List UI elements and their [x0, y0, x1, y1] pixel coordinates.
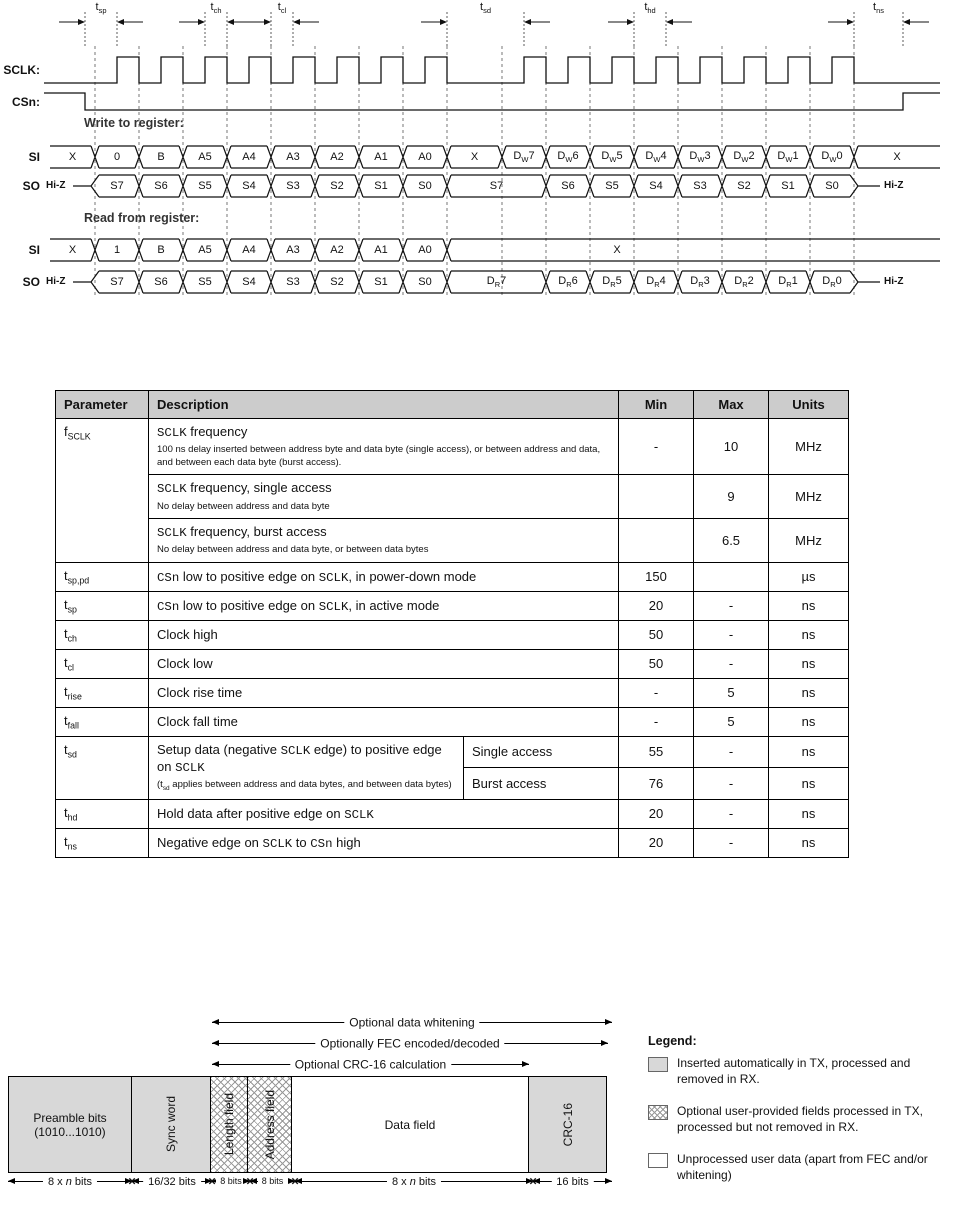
size-arrow-label: 8 x n bits: [387, 1176, 441, 1188]
table-cell: 20: [619, 591, 694, 620]
table-cell: 20: [619, 828, 694, 857]
table-cell: CSn low to positive edge on SCLK, in power-down mode: [149, 562, 619, 591]
legend-text: Optional user-provided fields processed in TX, processed but not removed in RX.: [677, 1104, 923, 1134]
bus-bit-label: S7: [110, 180, 124, 192]
size-arrow: [250, 1176, 295, 1187]
param-cell: $t_{cl}$: [56, 649, 149, 678]
span-arrow-label: Optional data whitening: [344, 1016, 479, 1030]
legend-item: [648, 1056, 955, 1087]
bus-bit-label: S7: [110, 276, 124, 288]
bus-bit-label: A5: [198, 151, 212, 163]
bus-bit-label: $D_W4$: [645, 149, 667, 165]
packet-format-diagram: [8, 1008, 955, 1218]
bus-bit-label: S0: [825, 180, 839, 192]
packet-field: [8, 1076, 132, 1173]
table-cell: 9: [694, 475, 769, 519]
table-row: [56, 518, 849, 562]
timing-annotation-label: $t_{cl}$: [277, 1, 287, 16]
table-cell: Setup data (negative SCLK edge) to positive edge on SCLK ($t_{sd}$ applies between address and data bytes, and between data bytes): [149, 736, 464, 799]
timing-annotation-label: $t_{ns}$: [873, 1, 884, 16]
hiz-label: Hi-Z: [884, 276, 904, 287]
span-arrow: [212, 1036, 608, 1051]
table-cell: SCLK frequency 100 ns delay inserted between address byte and data byte (single access), or between address and data, and between each data byte (burst access).: [149, 419, 619, 475]
table-cell: Burst access: [464, 768, 619, 800]
bus-bit-label: S7: [489, 180, 504, 192]
bus-bit-label: S0: [418, 276, 432, 288]
write-to-register-heading: Write to register:: [84, 116, 184, 130]
packet-field-label: Preamble bits (1010...1010): [33, 1110, 107, 1139]
size-arrow: [212, 1176, 250, 1187]
boundary-mark: ×: [128, 1173, 136, 1189]
packet-legend: [648, 1034, 955, 1201]
bus-bit-label: $D_W0$: [821, 149, 843, 165]
boundary-mark: ×: [208, 1173, 216, 1189]
packet-legend-items: [648, 1056, 955, 1184]
param-cell: $t_{rise}$: [56, 678, 149, 707]
span-arrow: [212, 1015, 612, 1030]
hiz-label: Hi-Z: [46, 276, 66, 287]
bus-bit-label: X: [613, 244, 621, 256]
table-cell: MHz: [769, 419, 849, 475]
packet-fields: [8, 1076, 613, 1173]
table-row: [56, 707, 849, 736]
hiz-label: Hi-Z: [884, 180, 904, 191]
timing-annotation-label: $t_{hd}$: [644, 1, 656, 16]
bus-bit-label: S5: [198, 180, 212, 192]
table-cell: -: [694, 649, 769, 678]
table-cell: ns: [769, 707, 849, 736]
packet-field: [291, 1076, 529, 1173]
table-cell: ns: [769, 620, 849, 649]
table-row: [56, 562, 849, 591]
table-row: [56, 828, 849, 857]
col-min: Min: [619, 391, 694, 419]
packet-field-label: CRC-16: [560, 1102, 575, 1147]
packet-top-arrows: [8, 1008, 612, 1076]
bus-bit-label: S3: [286, 180, 300, 192]
table-cell: 5: [694, 678, 769, 707]
legend-swatch-gray: [648, 1057, 668, 1072]
table-cell: µs: [769, 562, 849, 591]
size-arrow: [533, 1175, 612, 1188]
size-arrow: [295, 1175, 533, 1188]
table-cell: Clock fall time: [149, 707, 619, 736]
table-cell: SCLK frequency, single access No delay between address and data byte: [149, 475, 619, 519]
bus-bit-label: $D_R6$: [558, 274, 578, 290]
bus-bit-label: S4: [242, 276, 256, 288]
bus-bit-label: $D_W6$: [557, 149, 579, 165]
bus-bit-label: $D_R7$: [486, 274, 507, 290]
table-row: [56, 678, 849, 707]
bus-bit-label: B: [157, 151, 165, 163]
size-arrow-label: 16/32 bits: [143, 1176, 201, 1188]
legend-title: Legend:: [648, 1034, 697, 1048]
table-cell: Hold data after positive edge on SCLK: [149, 799, 619, 828]
table-cell: 10: [694, 419, 769, 475]
timing-annotation-label: $t_{sp}$: [95, 1, 107, 16]
size-arrow: [132, 1175, 212, 1188]
bus-bit-label: $D_R0$: [822, 274, 842, 290]
bus-bit-label: A1: [374, 151, 388, 163]
packet-field: [131, 1076, 211, 1173]
bus-bit-label: $D_R2$: [734, 274, 754, 290]
timing-annotation-label: $t_{ch}$: [210, 1, 222, 16]
param-cell: $t_{ns}$: [56, 828, 149, 857]
size-arrow-label: 16 bits: [551, 1176, 593, 1188]
table-body: [56, 419, 849, 858]
packet-field-label: Sync word: [164, 1096, 178, 1153]
signal-label-so-write: SO: [22, 179, 40, 193]
table-cell: Clock rise time: [149, 678, 619, 707]
table-header-row: [56, 391, 849, 419]
legend-swatch-hatch: [648, 1105, 668, 1120]
boundary-mark: ×: [291, 1173, 299, 1189]
timing-annotation-label: $t_{sd}$: [480, 1, 491, 16]
table-cell: ns: [769, 649, 849, 678]
timing-text-layer: [0, 0, 963, 315]
table-cell: -: [694, 828, 769, 857]
table-cell: Clock high: [149, 620, 619, 649]
param-cell: $t_{sp}$: [56, 591, 149, 620]
legend-text: Unprocessed user data (apart from FEC and/or whitening): [677, 1152, 928, 1182]
table-cell: ns: [769, 736, 849, 768]
packet-field: [247, 1076, 292, 1173]
table-cell: -: [694, 736, 769, 768]
bus-bit-label: S1: [781, 180, 795, 192]
size-arrow-label: 8 x n bits: [43, 1176, 97, 1188]
bus-bit-label: S3: [693, 180, 707, 192]
boundary-mark: ×: [529, 1173, 537, 1189]
bus-bit-label: S4: [242, 180, 256, 192]
table-cell: [619, 518, 694, 562]
table-cell: 150: [619, 562, 694, 591]
signal-label-sclk: SCLK:: [3, 63, 40, 77]
spi-timing-table: [55, 390, 849, 858]
table-cell: MHz: [769, 518, 849, 562]
bus-bit-label: A0: [418, 151, 432, 163]
table-cell: 5: [694, 707, 769, 736]
bus-bit-label: S1: [374, 276, 388, 288]
param-cell: $t_{fall}$: [56, 707, 149, 736]
table-cell: Negative edge on SCLK to CSn high: [149, 828, 619, 857]
table-row: [56, 649, 849, 678]
table-cell: CSn low to positive edge on SCLK, in active mode: [149, 591, 619, 620]
bus-bit-label: S5: [605, 180, 619, 192]
table-cell-note: 100 ns delay inserted between address byte and data byte (single access), or between address and data, and between each data byte (burst access).: [157, 444, 601, 468]
bus-bit-label: X: [470, 151, 479, 163]
table-cell: -: [619, 678, 694, 707]
table-cell: 76: [619, 768, 694, 800]
col-description: Description: [149, 391, 619, 419]
bus-bit-label: S5: [198, 276, 212, 288]
bus-bit-label: $D_W5$: [601, 149, 623, 165]
bus-bit-label: A2: [330, 244, 344, 256]
col-units: Units: [769, 391, 849, 419]
table-cell: Clock low: [149, 649, 619, 678]
signal-label-si-read: SI: [28, 243, 40, 257]
bus-bit-label: A0: [418, 244, 432, 256]
table-row: [56, 799, 849, 828]
table-cell: [619, 475, 694, 519]
table-cell-note: No delay between address and data byte, or between data bytes: [157, 544, 429, 556]
bus-bit-label: X: [68, 151, 77, 163]
packet-field: [210, 1076, 248, 1173]
bus-bit-label: 1: [113, 244, 121, 256]
table-cell: -: [694, 591, 769, 620]
table-cell-note: ($t_{sd}$ applies between address and data bytes, and between data bytes): [157, 779, 452, 793]
bus-bit-label: A3: [286, 244, 300, 256]
bus-bit-label: $D_W1$: [777, 149, 799, 165]
bus-bit-label: $D_W7$: [513, 149, 535, 165]
read-from-register-heading: Read from register:: [84, 211, 200, 225]
bus-bit-label: $D_W3$: [689, 149, 711, 165]
bus-bit-label: S6: [561, 180, 575, 192]
legend-item: [648, 1104, 955, 1135]
table-cell: SCLK frequency, burst access No delay between address and data byte, or between data bytes: [149, 518, 619, 562]
size-arrow-label: 8 bits: [216, 1177, 246, 1186]
bus-bit-label: S4: [649, 180, 663, 192]
legend-swatch-white: [648, 1153, 668, 1168]
table-row: [56, 736, 849, 768]
bus-bit-label: S2: [737, 180, 751, 192]
table-row: [56, 591, 849, 620]
table-cell: -: [619, 419, 694, 475]
bus-bit-label: $D_R3$: [690, 274, 710, 290]
table-cell: 20: [619, 799, 694, 828]
table-cell: 50: [619, 620, 694, 649]
span-arrow-label: Optional CRC-16 calculation: [290, 1058, 451, 1072]
bus-bit-label: S6: [154, 276, 168, 288]
bus-bit-label: A4: [242, 151, 256, 163]
bus-bit-label: A1: [374, 244, 388, 256]
bus-bit-label: S3: [286, 276, 300, 288]
param-cell: $f_{SCLK}$: [56, 419, 149, 563]
size-arrow-label: 8 bits: [258, 1177, 288, 1186]
table-cell: -: [619, 707, 694, 736]
packet-field-label: Address field: [262, 1089, 277, 1160]
bus-bit-label: $D_R4$: [646, 274, 666, 290]
bus-bit-label: X: [68, 244, 77, 256]
param-cell: $t_{sd}$: [56, 736, 149, 799]
table-cell: ns: [769, 678, 849, 707]
bus-bit-label: S0: [418, 180, 432, 192]
bus-bit-label: A3: [286, 151, 300, 163]
signal-label-so-read: SO: [22, 275, 40, 289]
packet-field: [528, 1076, 607, 1173]
table-cell: 50: [619, 649, 694, 678]
table-cell: Single access: [464, 736, 619, 768]
table-cell-note: No delay between address and data byte: [157, 500, 330, 512]
table-cell: MHz: [769, 475, 849, 519]
param-cell: $t_{sp,pd}$: [56, 562, 149, 591]
param-cell: $t_{ch}$: [56, 620, 149, 649]
spi-timing-diagram: [0, 0, 963, 315]
packet-bottom-arrows: [8, 1173, 612, 1203]
bus-bit-label: $D_R1$: [778, 274, 798, 290]
size-arrow: [8, 1175, 132, 1188]
bus-bit-label: S2: [330, 276, 344, 288]
table-cell: 6.5: [694, 518, 769, 562]
col-max: Max: [694, 391, 769, 419]
hiz-label: Hi-Z: [46, 180, 66, 191]
table-cell: [694, 562, 769, 591]
table-cell: -: [694, 799, 769, 828]
bus-bit-label: B: [157, 244, 165, 256]
table-row: [56, 419, 849, 475]
boundary-mark: ×: [246, 1173, 254, 1189]
table-cell: ns: [769, 799, 849, 828]
table-cell: ns: [769, 768, 849, 800]
table-cell: -: [694, 768, 769, 800]
table-row: [56, 475, 849, 519]
table-row: [56, 620, 849, 649]
table-cell: 55: [619, 736, 694, 768]
packet-field-label: Data field: [384, 1117, 436, 1132]
table-cell: -: [694, 620, 769, 649]
bus-bit-label: 0: [113, 151, 121, 163]
packet-field-label: Length field: [222, 1093, 236, 1156]
span-arrow: [212, 1057, 529, 1072]
bus-bit-label: S1: [374, 180, 388, 192]
table-header: [56, 391, 849, 419]
param-cell: $t_{hd}$: [56, 799, 149, 828]
bus-bit-label: A5: [198, 244, 212, 256]
bus-bit-label: A4: [242, 244, 256, 256]
bus-bit-label: S2: [330, 180, 344, 192]
signal-label-csn: CSn:: [12, 95, 40, 109]
table-cell: ns: [769, 591, 849, 620]
col-parameter: Parameter: [56, 391, 149, 419]
signal-label-si-write: SI: [28, 150, 40, 164]
bus-bit-label: A2: [330, 151, 344, 163]
bus-bit-label: $D_R5$: [602, 274, 622, 290]
bus-bit-label: S6: [154, 180, 168, 192]
span-arrow-label: Optionally FEC encoded/decoded: [315, 1037, 504, 1051]
legend-item: [648, 1152, 955, 1183]
bus-bit-label: X: [893, 151, 901, 163]
bus-bit-label: $D_W2$: [733, 149, 755, 165]
legend-text: Inserted automatically in TX, processed and removed in RX.: [677, 1056, 911, 1086]
table-cell: ns: [769, 828, 849, 857]
